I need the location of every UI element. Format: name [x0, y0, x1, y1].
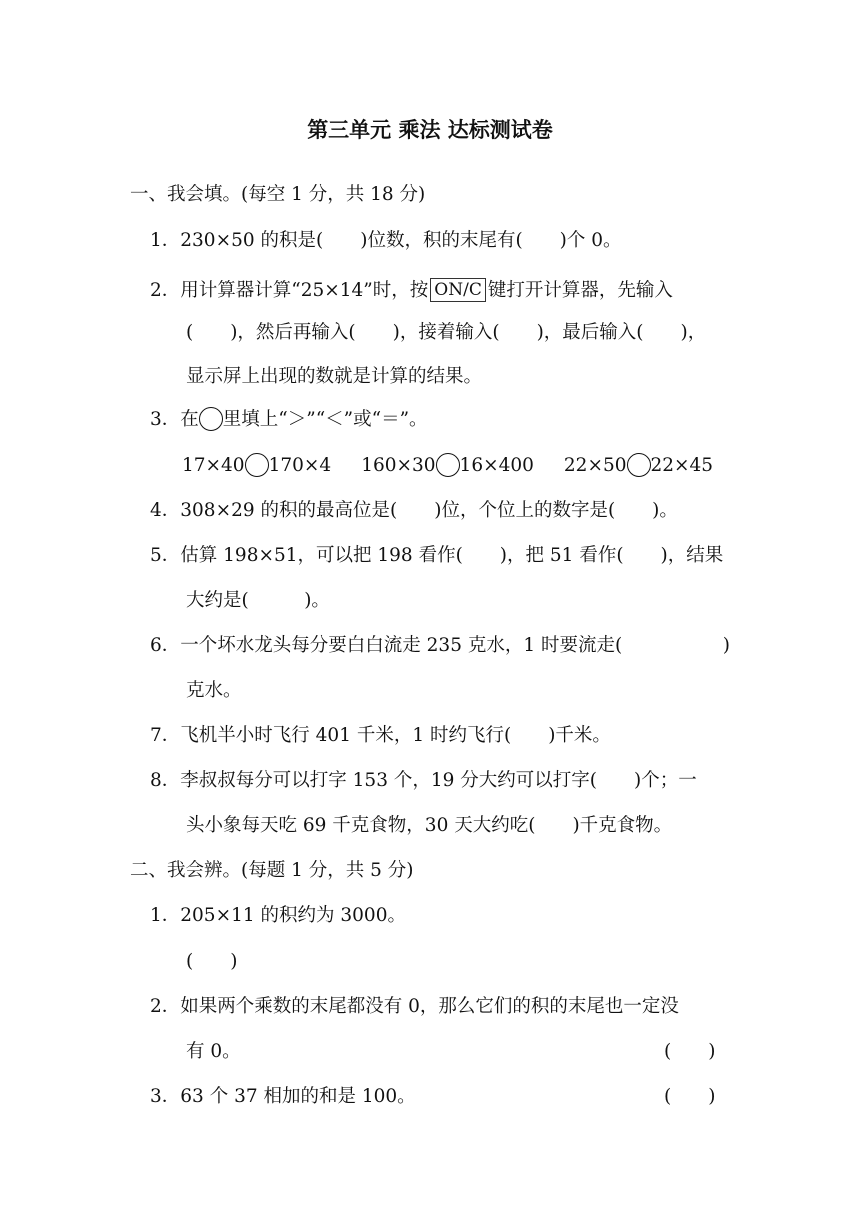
question-1-8-line-2: 头小象每天吃 69 千克食物，30 天大约吃( )千克食物。	[186, 815, 673, 836]
question-1-5-line-1: 5．估算 198×51，可以把 198 看作( )，把 51 看作( )，结果	[150, 545, 724, 566]
question-1-1: 1．230×50 的积是( )位数，积的末尾有( )个 0。	[150, 230, 622, 251]
compare-3-left: 22×50	[563, 455, 627, 476]
question-2-2-answer-paren: ( )	[664, 1041, 716, 1062]
compare-3-circle-icon	[627, 453, 651, 477]
question-1-2-text-a: 2．用计算器计算“25×14”时，按	[150, 280, 429, 301]
question-2-3-answer-paren: ( )	[664, 1086, 716, 1107]
question-1-6-line-1	[150, 633, 730, 659]
question-2-2-line-1: 2．如果两个乘数的末尾都没有 0，那么它们的积的末尾也一定没	[150, 996, 679, 1017]
compare-2-left: 160×30	[361, 455, 436, 476]
question-1-8-line-1: 8．李叔叔每分可以打字 153 个，19 分大约可以打字( )个；一	[150, 770, 697, 791]
compare-1-right: 170×4	[268, 455, 332, 476]
page-title: 第三单元 乘法 达标测试卷	[307, 118, 553, 142]
section-1-heading: 一、我会填。(每空 1 分，共 18 分)	[130, 184, 426, 205]
question-1-3-text-b: 里填上“＞”“＜”或“＝”。	[222, 409, 428, 430]
compare-1-left: 17×40	[182, 455, 245, 476]
question-2-1-answer-paren: ( )	[186, 951, 238, 972]
question-1-3-line-1	[150, 407, 428, 433]
question-1-6-line-2: 克水。	[186, 680, 242, 701]
question-1-2-line-2: ( )，然后再输入( )，接着输入( )，最后输入( )，	[186, 322, 707, 343]
compare-3-right: 22×45	[650, 455, 714, 476]
compare-2-circle-icon	[436, 453, 460, 477]
comparison-row	[182, 453, 713, 479]
question-1-3-text-a: 3．在	[150, 409, 199, 430]
question-1-2-line-1	[150, 278, 673, 304]
question-2-3: 3．63 个 37 相加的和是 100。	[150, 1086, 416, 1107]
question-2-2-line-2: 有 0。	[186, 1041, 241, 1062]
question-1-7: 7．飞机半小时飞行 401 千米，1 时约飞行( )千米。	[150, 725, 611, 746]
compare-1-circle-icon	[245, 453, 269, 477]
question-1-4: 4．308×29 的积的最高位是( )位，个位上的数字是( )。	[150, 500, 678, 521]
question-1-6-close-paren: )	[722, 635, 730, 656]
question-1-2-line-3: 显示屏上出现的数就是计算的结果。	[186, 366, 483, 387]
question-2-1: 1．205×11 的积约为 3000。	[150, 905, 406, 926]
onc-key-box: ON/C	[430, 278, 486, 302]
question-1-6-text-a: 6．一个坏水龙头每分要白白流走 235 克水，1 时要流走(	[150, 635, 623, 656]
section-2-heading: 二、我会辨。(每题 1 分，共 5 分)	[130, 860, 414, 881]
question-1-5-line-2: 大约是( )。	[186, 590, 330, 611]
compare-2-right: 16×400	[459, 455, 534, 476]
question-1-2-text-b: 键打开计算器，先输入	[487, 280, 673, 301]
answer-circle-icon	[199, 407, 223, 431]
